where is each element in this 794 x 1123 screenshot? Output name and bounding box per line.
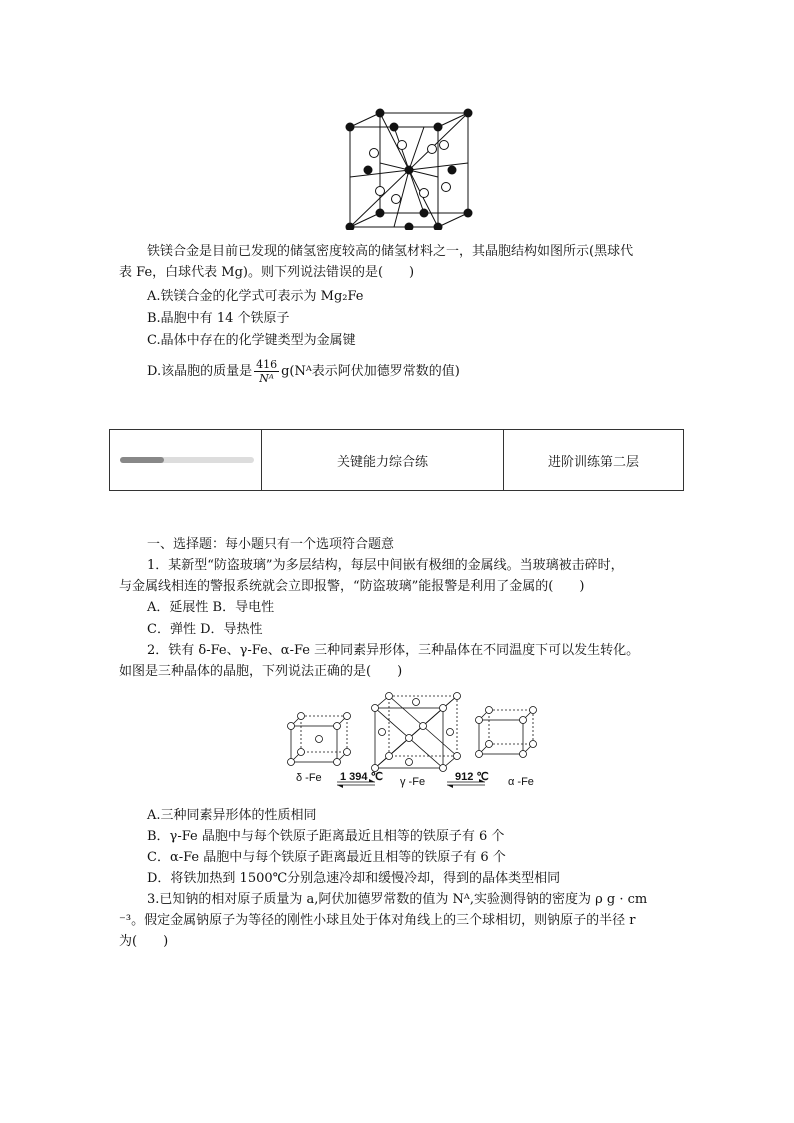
question-1-options: A．延展性 B．导电性 — [147, 600, 275, 615]
option-b: B.晶胞中有 14 个铁原子 — [147, 311, 290, 326]
option-b: B．γ-Fe 晶胞中与每个铁原子距离最近且相等的铁原子有 6 个 — [147, 829, 505, 844]
question-stem-line: 铁镁合金是目前已发现的储氢密度较高的储氢材料之一，其晶胞结构如图所示(黑球代 — [147, 244, 634, 259]
section-heading: 一、选择题：每小题只有一个选项符合题意 — [147, 537, 395, 552]
question-stem-line: 表 Fe，白球代表 Mg)。则下列说法错误的是( ) — [119, 265, 415, 280]
transition-temp-2: 912 ℃ — [455, 771, 489, 783]
question-2-line: 如图是三种晶体的晶胞，下列说法正确的是( ) — [119, 664, 403, 679]
option-a: A.铁镁合金的化学式可表示为 Mg₂Fe — [147, 289, 364, 304]
progress-bar — [120, 457, 254, 463]
fraction-denominator: Nᴬ — [259, 372, 274, 385]
training-level: 进阶训练第二层 — [547, 454, 639, 470]
option-d-prefix: D.该晶胞的质量是 — [147, 364, 253, 379]
progress-cell — [110, 430, 262, 490]
option-c: C.晶体中存在的化学键类型为金属键 — [147, 333, 356, 348]
transition-temp-1: 1 394 ℃ — [340, 771, 383, 783]
fe-mg-unit-cell-figure — [340, 105, 475, 230]
gamma-fe-label: γ -Fe — [400, 776, 426, 788]
question-1-options: C．弹性 D．导热性 — [147, 622, 263, 637]
fraction-numerator: 416 — [256, 358, 278, 371]
delta-fe-label: δ -Fe — [296, 772, 322, 784]
section-title: 关键能力综合练 — [262, 430, 504, 490]
alpha-fe-label: α -Fe — [508, 776, 534, 788]
question-3-line: ⁻³。假定金属钠原子为等径的刚性小球且处于体对角线上的三个球相切，则钠原子的半径 r — [119, 913, 636, 928]
option-d: D．将铁加热到 1500℃分别急速冷却和缓慢冷却，得到的晶体类型相同 — [147, 871, 561, 886]
question-2-line: 2．铁有 δ-Fe、γ-Fe、α-Fe 三种同素异形体，三种晶体在不同温度下可以发生转化。 — [147, 643, 640, 658]
option-d-suffix: g(Nᴬ表示阿伏加德罗常数的值) — [281, 364, 460, 379]
option-c: C．α-Fe 晶胞中与每个铁原子距离最近且相等的铁原子有 6 个 — [147, 850, 506, 865]
question-1-line: 与金属线相连的警报系统就会立即报警，“防盗玻璃”能报警是利用了金属的( ) — [119, 579, 585, 594]
question-1-line: 1．某新型“防盗玻璃”为多层结构，每层中间嵌有极细的金属线。当玻璃被击碎时， — [147, 558, 624, 573]
question-3-line: 为( ) — [119, 934, 169, 949]
option-d — [147, 358, 460, 385]
progress-fill — [120, 457, 164, 463]
section-header-box — [109, 429, 684, 491]
question-3-line: 3.已知钠的相对原子质量为 a,阿伏加德罗常数的值为 Nᴬ,实验测得钠的密度为 ρ g · cm — [147, 892, 648, 907]
option-a: A.三种同素异形体的性质相同 — [147, 808, 317, 823]
mass-fraction — [254, 358, 279, 385]
